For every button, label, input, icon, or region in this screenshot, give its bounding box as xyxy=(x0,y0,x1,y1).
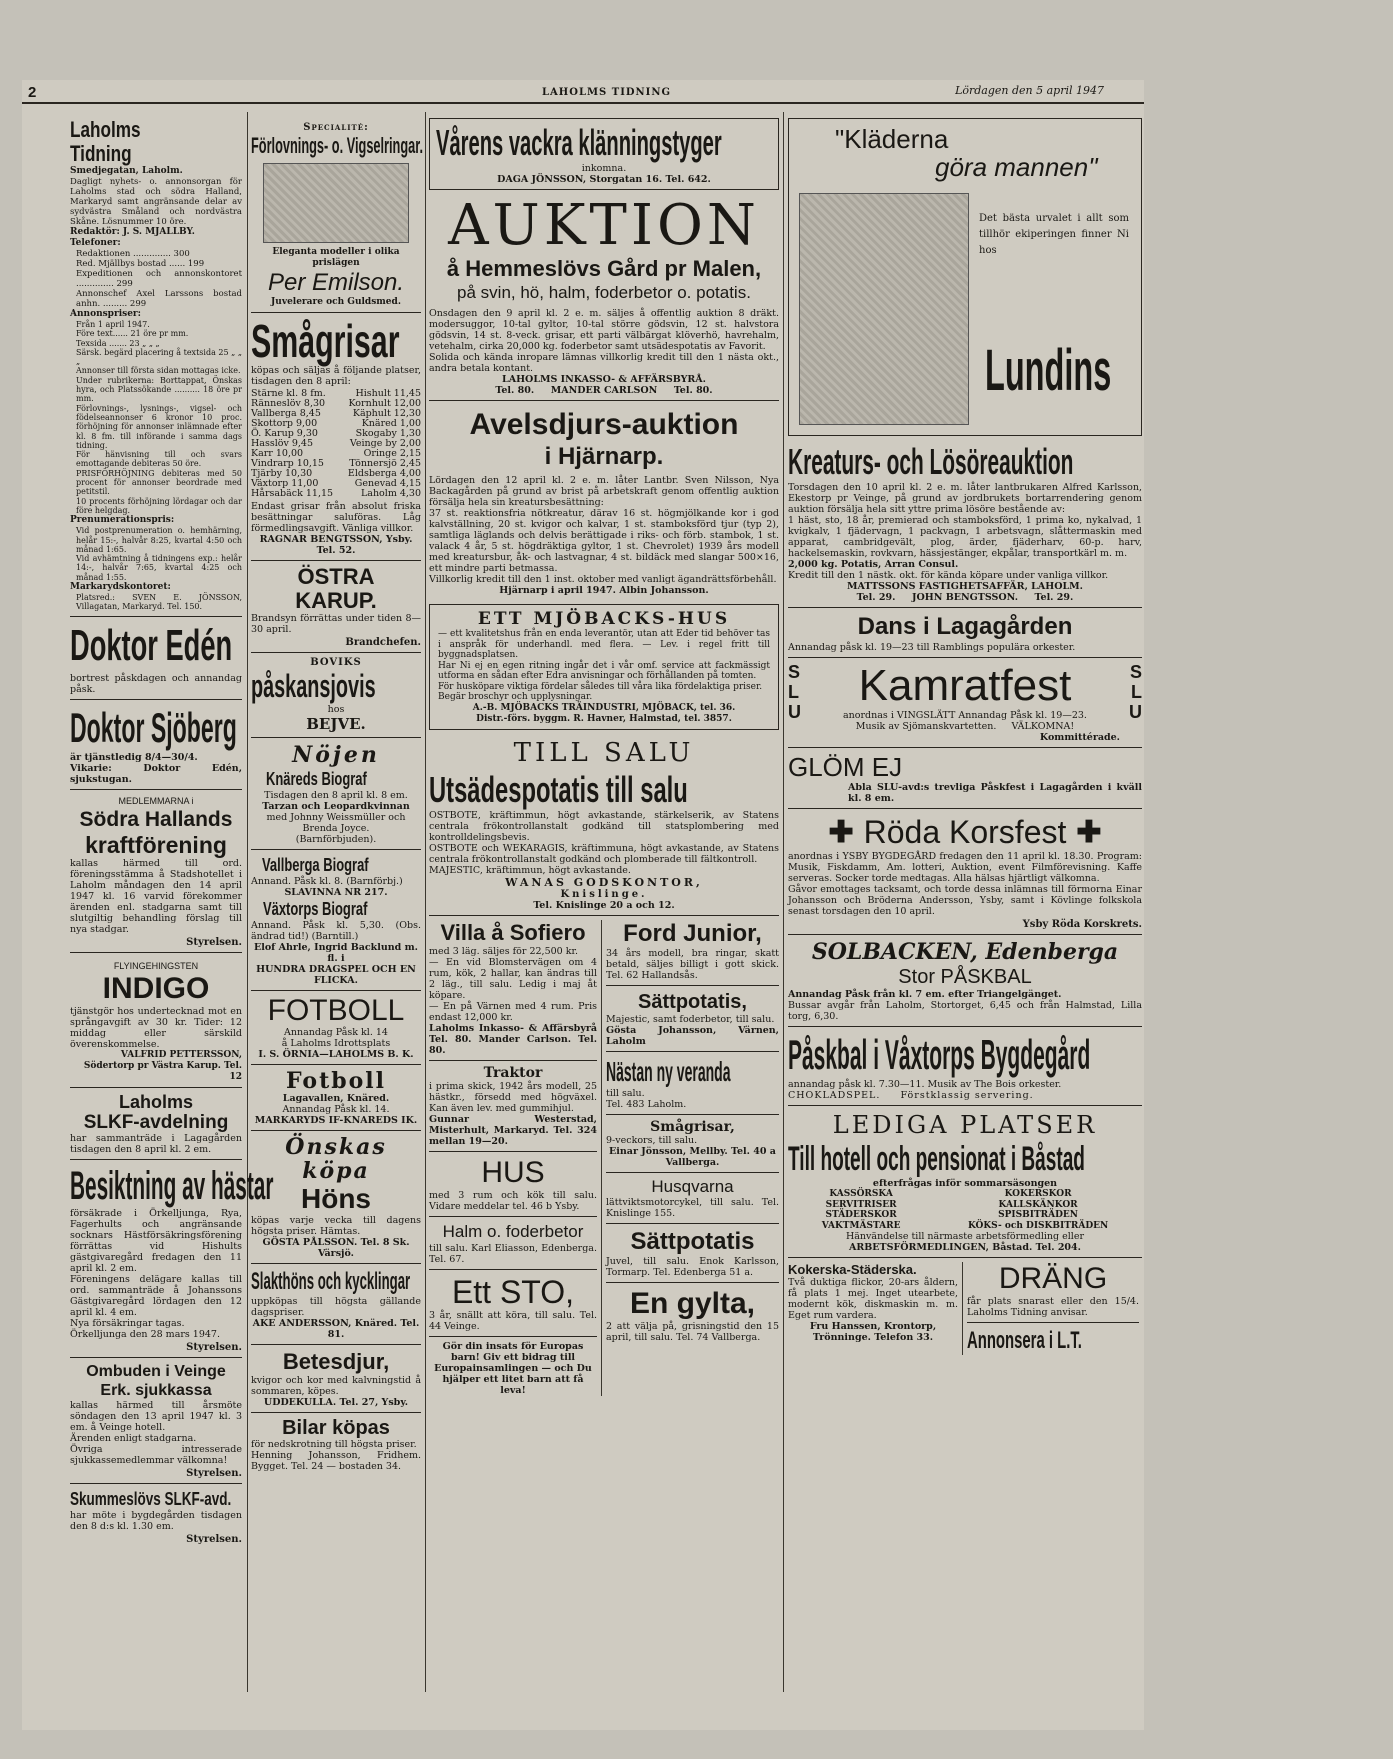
subscription-line: Vid avhämtning å tidningens exp.: helår 14:-, halvår 7:65, kvartal 4:25 och månad 1:55. xyxy=(76,554,242,582)
ad-indigo-pre: FLYINGEHINGSTEN xyxy=(113,960,199,971)
section-lediga-title: LEDIGA PLATSER xyxy=(832,1111,1098,1139)
role-item: KÖKS- och DISKBITRÄDEN xyxy=(967,1220,1109,1231)
role-item: SERVITRISER xyxy=(825,1199,897,1210)
ad-slakt-sig: AKE ANDERSSON, Knäred. Tel. 81. xyxy=(252,1318,420,1340)
ad-besikt-text4: Örkelljunga den 28 mars 1947. xyxy=(70,1328,220,1340)
ad-kraft-title1: Södra Hallands xyxy=(79,807,233,831)
ad-annonsera-title: Annonsera i L.T. xyxy=(967,1327,1082,1354)
prices-heading: Annonspriser: xyxy=(70,309,141,319)
ad-bete-title: Betesdjur, xyxy=(282,1349,390,1374)
col4-left-sub xyxy=(788,1262,963,1355)
masthead-title: Laholms Tidning xyxy=(70,117,141,166)
schedule-right: Knäred 1,00 xyxy=(361,418,421,429)
ad-nastan-title: Nästan ny veranda xyxy=(606,1055,731,1087)
ad-glom-title: GLÖM EJ xyxy=(788,752,903,782)
subscription-line: Vid postprenumeration o. hemhärning, helår 15:-, halvår 8:25, kvartal 4:50 och månad 1:65. xyxy=(76,526,242,554)
ad-vaxtorp-film: HUNDRA DRAGSPEL OCH EN FLICKA. xyxy=(256,964,416,986)
ad-hotell-text: efterfrågas inför sommarsäsongen xyxy=(872,1178,1058,1189)
schedule-right: Oringe 2,15 xyxy=(363,448,421,459)
ad-bilar-title: Bilar köpas xyxy=(282,1417,390,1439)
ad-besikt-title: Besiktning av hästar xyxy=(70,1163,274,1208)
ad-vallberga-title: Vallberga Biograf xyxy=(261,855,369,875)
ad-skum-title: Skummeslövs SLKF-avd. xyxy=(70,1488,232,1509)
ad-villa-sig: Laholms Inkasso- & Affärsbyrå Tel. 80. Mander Carlson. Tel. 80. xyxy=(429,1022,597,1056)
ad-ombud-sig: Styrelsen. xyxy=(186,1467,242,1479)
ad-drang-text: får plats snarast eller den 15/4. Laholms Tidning anvisar. xyxy=(967,1296,1139,1318)
ad-smag2-text: 9-veckors, till salu. xyxy=(606,1134,698,1146)
schedule-left: Vindrarp 10,15 xyxy=(251,458,324,469)
ad-sto-title: Ett STO, xyxy=(451,1273,575,1310)
ad-kreatur-sig2: Tel. 29. JOHN BENGTSSON. Tel. 29. xyxy=(856,592,1074,603)
role-item: KALLSKÄNKOR xyxy=(998,1199,1078,1210)
ad-kokerska-text: Två duktiga flickor, 20-ars åldern, få plats 1 mej. Inget utearbete, modernt kök, diskmaskin m. m. Eget rum vardera. xyxy=(788,1277,958,1321)
ad-avels-place: i Hjärnarp. xyxy=(544,443,664,470)
ad-kamrat-side-left: S L U xyxy=(788,662,801,722)
rings-illustration xyxy=(263,163,409,243)
schedule-right: Kornhult 12,00 xyxy=(348,398,421,409)
price-line: Från 1 april 1947. xyxy=(76,320,150,329)
schedule-right: Skogaby 1,30 xyxy=(355,428,421,439)
page-header xyxy=(22,82,1144,104)
ad-solbacken-sub: Stor PÅSKBAL xyxy=(898,966,1032,988)
ad-varens-text: inkomna. xyxy=(581,163,627,174)
ad-lundins-title1: "Kläderna xyxy=(835,124,949,154)
ad-sjoberg-title: Doktor Sjöberg xyxy=(70,703,237,751)
ad-rodakors-text2: Gåvor emottages tacksamt, och torde dessa inlämnas till förmorna Einar Johansson och Bröderna Andersson, Ysby, samt i Kövlinge folkskola senast torsdagen den 10 april. xyxy=(788,884,1142,917)
ad-ombud-text2: Ärenden enligt stadgarna. xyxy=(70,1432,197,1444)
phone-line: Redaktionen .............. 300 xyxy=(76,249,190,259)
issue-date: Lördagen den 5 april 1947 xyxy=(955,84,1104,97)
ad-smagrisar-title: Smågrisar xyxy=(251,315,400,367)
section-nojen-title: Nöjen xyxy=(292,742,380,768)
ad-satt2-text: Juvel, till salu. Enok Karlsson, Tormarp. Tel. Edenberga 51 a. xyxy=(606,1255,779,1278)
ad-vallberga-film: SLAVINNA NR 217. xyxy=(284,887,388,898)
ad-husq-text: lättviktsmotorcykel, till salu. Tel. Knislinge 155. xyxy=(606,1196,779,1219)
ad-lundins-shop: Lundins xyxy=(985,338,1112,403)
phones-list xyxy=(70,249,242,309)
col3-right-sub xyxy=(606,920,779,1396)
page-number: 2 xyxy=(28,84,37,101)
ad-lundins-box xyxy=(788,118,1142,436)
ad-special-trade: Juvelerare och Guldsmed. xyxy=(271,297,401,307)
prices-list xyxy=(70,320,242,515)
ad-smag2-title: Smågrisar, xyxy=(650,1118,735,1135)
ad-special-title: Förlovnings- o. Vigselringar. xyxy=(251,133,424,158)
ad-sto-text: 3 år, snällt att köra, till salu. Tel. 44 Veinge. xyxy=(429,1309,597,1332)
schedule-left: Hasslöv 9,45 xyxy=(251,438,313,449)
ad-kokerska-sig: Fru Hanssen, Krontorp, Trönninge. Telefon 33. xyxy=(809,1321,937,1343)
ad-mjoback-text4: Begär broschyr och upplysningar. xyxy=(438,692,593,702)
ad-fotb2-text2: Annandag Påsk kl. 14. xyxy=(282,1104,390,1115)
office-heading: Markarydskontoret: xyxy=(70,582,171,593)
ad-halm-title: Halm o. foderbetor xyxy=(442,1221,584,1241)
ad-kraft-pre: MEDLEMMARNA i xyxy=(118,795,194,806)
schedule-right: Tönnersjö 2,45 xyxy=(349,458,421,469)
ad-lundins-title2: göra mannen" xyxy=(935,152,1098,182)
ad-utsade-text: OSTBOTE, kräftimmun, högt avkastande, stärkelserik, av Statens centrala frökontrollanstalt godkänd till statsplombering med kontrolldelingsbevis. xyxy=(429,809,779,843)
office-text: Platsred.: SVEN E. JÖNSSON, Villagatan, Markaryd. Tel. 150. xyxy=(76,593,242,612)
ad-rodakors-header xyxy=(788,813,1142,851)
ad-auktion-title: AUKTION xyxy=(448,193,760,258)
price-line: Annonser till första sidan mottagas icke. xyxy=(76,366,241,376)
phone-line: Expeditionen och annonskontoret .............. 299 xyxy=(76,269,242,289)
ad-bilar-text: för nedskrotning till högsta priser. xyxy=(251,1439,417,1450)
ad-mjoback-text2: Har Ni ej en egen ritning ingår det i vår omf. service att fackmässigt utforma en sådan efter Edra anvisningar och förhållanden på tomten. xyxy=(438,660,770,681)
ad-vaxtorp-title: Växtorps Biograf xyxy=(263,899,368,919)
schedule-right: Genevad 4,15 xyxy=(354,478,421,489)
schedule-left: Ränneslöv 8,30 xyxy=(251,398,326,409)
ad-kreatur-title: Kreaturs- och Lösöreauktion xyxy=(788,441,1074,482)
ad-satt1-title: Sättpotatis, xyxy=(638,990,747,1013)
ad-auktion-sig: LAHOLMS INKASSO- & AFFÄRSBYRÅ. xyxy=(502,374,706,385)
ad-kreatur-text4: Kredit till den 1 nästk. okt. för kända köpare under vanliga villkor. xyxy=(788,570,1109,581)
ad-gylta-text: 2 att välja på, grisningstid den 15 april, till salu. Tel. 74 Vallberga. xyxy=(606,1320,779,1343)
ad-ombud-text3: Övriga intresserade sjukkassemedlemmar välkomna! xyxy=(70,1443,242,1466)
section-onskas-title: Önskas köpa xyxy=(285,1134,387,1184)
ad-boviks-label: BOVIKS xyxy=(310,657,362,668)
ad-utsade-sig: WANAS GODSKONTOR, xyxy=(505,875,703,889)
ad-mjoback-text3: För husköpare viktiga fördelar således till våra lika fördelaktiga priser. xyxy=(438,681,763,692)
ad-special-text: Eleganta modeller i olika prislägen xyxy=(272,247,400,268)
price-line: För hänvisning till och svars emottagande debiteras 50 öre. xyxy=(76,450,242,469)
ad-knared-text3: (Barnförbjuden). xyxy=(295,834,377,845)
ad-knared-film: Tarzan och Leopardkvinnan xyxy=(262,801,410,812)
ad-traktor-text: i prima skick, 1942 års modell, 25 hästkr., försedd med högväxel. Kan även lev. med gummihjul. xyxy=(429,1080,597,1114)
couple-illustration xyxy=(799,193,969,425)
ad-eden-title: Doktor Edén xyxy=(70,620,233,670)
ad-utsade-sig3: Tel. Knislinge 20 a och 12. xyxy=(533,899,675,911)
schedule-row xyxy=(251,489,421,499)
ad-auktion-text2: Solida och kända inropare lämnas villkorlig kredit till den 1 nästa okt., andra betala kontant. xyxy=(429,352,779,374)
ad-avels-text3: Villkorlig kredit till den 1 inst. oktober med vanligt ägandrättsförbehåll. xyxy=(429,574,777,585)
ad-slakt-text: uppköpas till högsta gällande dagspriser. xyxy=(251,1296,421,1318)
ad-kamrat-text2: Musik av Sjömanskvartetten. VÄLKOMNA! xyxy=(855,721,1075,732)
ad-hus-title: HUS xyxy=(481,1155,545,1189)
ad-hotell-title: Till hotell och pensionat i Båstad xyxy=(788,1140,1085,1178)
ad-hus-text: med 3 rum och kök till salu. Vidare meddelar tel. 46 b Ysby. xyxy=(429,1189,597,1212)
masthead-editor: Redaktör: J. S. MJALLBY. xyxy=(70,227,195,237)
price-line: Texsida ....... 23 „ „ „ xyxy=(76,338,160,348)
ad-hons-sig: GÖSTA PÅLSSON. Tel. 8 Sk. Värsjö. xyxy=(262,1237,410,1259)
ad-ombud-title1: Ombuden i Veinge xyxy=(86,1362,226,1380)
ad-husq-title: Husqvarna xyxy=(651,1176,734,1196)
ad-bete-text: kvigor och kor med kalvningstid å sommaren, köpes. xyxy=(251,1375,421,1397)
phones-heading: Telefoner: xyxy=(70,238,121,248)
phone-line: Red. Mjällbys bostad ...... 199 xyxy=(76,259,205,269)
column-1 xyxy=(70,117,274,1698)
col3-left-sub xyxy=(429,920,602,1396)
red-cross-icon: ✚ xyxy=(828,814,854,850)
schedule-left: Stärne kl. 8 fm. xyxy=(251,388,326,399)
schedule-right: Eldsberga 4,00 xyxy=(347,468,421,479)
ad-villa-text3: — En på Värnen med 4 rum. Pris endast 12,000 kr. xyxy=(429,1000,597,1023)
ad-smagrisar-text: köpas och säljas å följande platser, tisdagen den 8 april: xyxy=(251,365,421,387)
ad-villa-text: med 3 läg. säljes för 22,500 kr. xyxy=(429,945,578,957)
ad-boviks-hos: hos xyxy=(327,704,345,715)
column-3 xyxy=(429,118,779,1698)
ad-kamrat-side-right: S L U xyxy=(1129,662,1142,722)
ad-avels-text2: 37 st. reaktionsfria nötkreatur, därav 16 st. högmjölkande kor i god kalvställning, 20 st. kvigor och kalvar, 1 st. stamboksförd tjur (typ 2), samtliga läglands och delvis berättigade i riks- och förb. stambok, 1 st. valack 4 år, 5 st. högdräktiga gyltor, 1 st. Chevrolet) 1939 års modell med kreatursbur, åk- och lastvagnar, 4 st. bildäck med slangar 500×16, ett mindre parti betmassa. xyxy=(429,508,779,574)
ad-mjoback-sig: A.-B. MJÖBACKS TRÄINDUSTRI, MJÖBACK, tel. 36. xyxy=(472,702,736,713)
ad-mjoback-box xyxy=(429,604,779,730)
ad-special-name: Per Emilson. xyxy=(267,269,405,296)
ad-solbacken-text: Annandag Påsk från kl. 7 em. efter Triangelgänget. xyxy=(788,989,1062,1000)
ad-satt1-text: Majestic, samt foderbetor, till salu. xyxy=(606,1013,775,1025)
ad-slkf-title1: Laholms xyxy=(118,1091,193,1112)
ad-smag2-sig: Einar Jönsson, Mellby. Tel. 40 a Vallberga. xyxy=(609,1145,776,1168)
ad-solbacken-title: SOLBACKEN, Edenberga xyxy=(811,939,1119,965)
ad-slkf-text: har sammanträde i Lagagården tisdagen den 8 april kl. 2 em. xyxy=(70,1132,242,1155)
schedule-left: Hårsabäck 11,15 xyxy=(251,488,334,499)
ad-indigo-sig: VALFRID PETTERSSON, Södertorp pr Västra Karup. Tel. 12 xyxy=(83,1049,242,1082)
ad-bilar-text2: Henning Johansson, Fridhem. Bygget. Tel. 24 — bostaden 34. xyxy=(251,1450,421,1472)
ad-fotb2-title: Fotboll xyxy=(285,1068,387,1094)
ad-ford-title: Ford Junior, xyxy=(623,919,762,947)
price-line: Särsk. begärd placering å textsida 25 „ „ „ xyxy=(76,347,242,367)
role-item: STÄDERSKOR xyxy=(825,1210,897,1220)
ad-paskbal-title: Påskbal i Våxtorps Bygdegård xyxy=(788,1031,1091,1078)
col4-right-sub xyxy=(967,1262,1139,1355)
ad-kamrat-title: Kamratfest xyxy=(858,661,1072,710)
schedule-left: Ö. Karup 9,30 xyxy=(251,428,318,439)
price-line: Förlovnings-, lysnings-, vigsel- och födelseannonser 6 kronor 10 proc. förhöjning för annonser inlämnade efter kl. 8 fm. till införande i samma dags tidning. xyxy=(76,403,242,450)
ad-smagrisar-schedule xyxy=(251,389,421,499)
phone-line: Annonschef Axel Larssons bostad anhn. ......... 299 xyxy=(76,289,242,309)
role-item: VAKTMÄSTARE xyxy=(821,1220,901,1231)
ad-skum-sig: Styrelsen. xyxy=(186,1533,242,1545)
ad-ostra-text: Brandsyn förrättas under tiden 8—30 april. xyxy=(251,613,421,635)
ad-halm-text: till salu. Karl Eliasson, Edenberga. Tel. 67. xyxy=(429,1242,597,1265)
column-2 xyxy=(251,122,424,1692)
ad-utsade-title: Utsädespotatis till salu xyxy=(429,768,688,810)
ad-sjoberg-text: är tjänstledig 8/4—30/4. xyxy=(70,751,198,763)
ad-kraft-text: kallas härmed till ord. föreningsstämma å Stadshotellet i Laholm måndagen den 14 april 1947 kl. 16 varvid förekommer ärenden enl. stadgarna samt till slutgiltig behandling förslag till nya stadgar. xyxy=(70,857,242,935)
ad-bete-sig: UDDEKULLA. Tel. 27, Ysby. xyxy=(263,1397,409,1408)
ad-fotb2-text: Lagavallen, Knäred. xyxy=(282,1093,390,1104)
ad-dans-title: Dans i Lagagården xyxy=(857,613,1073,640)
ad-fotboll-text2: å Laholms Idrottsplats xyxy=(281,1038,391,1049)
section-tillsalu-title: TILL SALU xyxy=(513,737,695,768)
role-item: KOKERSKOR xyxy=(1004,1189,1072,1199)
ad-fotb2-teams: MARKARYDS IF-KNAREDS IK. xyxy=(254,1115,418,1126)
ad-kreatur-text: Torsdagen den 10 april kl. 2 e. m. låter lantbrukaren Alfred Karlsson, Ekestorp pr Veinge, på grund av jordbrukets bortarrendering genom auktion försälja hela sitt yttre prima lösöre bestående av: xyxy=(788,482,1142,515)
masthead-address: Smedjegatan, Laholm. xyxy=(70,166,183,176)
ad-dans-text: Annandag påsk kl. 19—23 till Ramblings populära orkester. xyxy=(788,642,1076,653)
ad-smagrisar-sig: RAGNAR BENGTSSON, Ysby. Tel. 52. xyxy=(259,534,413,556)
ad-hons-text: köpas varje vecka till dagens högsta priser. Hämtas. xyxy=(251,1215,421,1237)
ad-varens-sig: DAGA JÖNSSON, Storgatan 16. Tel. 642. xyxy=(497,174,711,185)
price-line: 10 procents förhöjning lördagar och dar före helgdag. xyxy=(76,496,242,515)
ad-paskbal-text2: CHOKLADSPEL. Förstklassig servering. xyxy=(788,1090,1034,1101)
ad-auktion-place: å Hemmeslövs Gård pr Malen, xyxy=(446,256,762,281)
ad-utsade-sig2: Knislinge. xyxy=(560,888,648,900)
ad-auktion-text: Onsdagen den 9 april kl. 2 e. m. säljes å offentlig auktion 8 dräkt. modersuggor, 10-tal gyltor, 10-tal större gödsvin, 12 st. halvstora gödsvin, 14 st. 8-veck. grisar, ett parti välbärgat klöverhö, havrehalm, vetehalm, cirka 20,000 kg. foderbetor samt utsädespotatis av Favorit. xyxy=(429,308,779,352)
ad-avels-sig: Hjärnarp i april 1947. Albin Johansson. xyxy=(499,585,709,596)
ad-besikt-text2: Föreningens delägare kallas till ord. sammanträde å Johanssons Gästgivaregård lördagen den 12 april kl. 4 em. xyxy=(70,1273,242,1318)
ad-hotell-sig: ARBETSFÖRMEDLINGEN, Båstad. Tel. 204. xyxy=(849,1242,1081,1253)
ad-ombud-title2: Erk. sjukkassa xyxy=(100,1381,212,1399)
ad-ostra-sig: Brandchefen. xyxy=(345,637,421,648)
ad-fotboll-teams: I. S. ÖRNIA—LAHOLMS B. K. xyxy=(258,1049,414,1060)
role-item: KASSÖRSKA xyxy=(829,1189,893,1199)
schedule-right: Laholm 4,30 xyxy=(360,488,421,499)
ad-kraft-title2: kraftförening xyxy=(85,831,227,858)
ad-kraft-sig: Styrelsen. xyxy=(186,936,242,948)
ad-varens-box xyxy=(429,118,779,190)
ad-slakt-title: Slakthöns och kycklingar xyxy=(251,1268,411,1295)
ad-rodakors-title: Röda Korsfest xyxy=(863,814,1067,850)
schedule-left: Skottorp 9,00 xyxy=(251,418,318,429)
ad-knared-text: Tisdagen den 8 april kl. 8 em. xyxy=(264,790,408,801)
ad-europa-text: Gör din insats för Europas barn! Giv ett bidrag till Europainsamlingen — och Du hjälper ett litet barn att få leva! xyxy=(434,1340,592,1396)
ad-vaxtorp-text: Annand. Påsk kl. 5,30. (Obs. ändrad tid!) (Barntill.) xyxy=(251,920,421,942)
ad-auktion-sub: på svin, hö, halm, foderbetor o. potatis. xyxy=(457,283,751,302)
ad-vaxtorp-text2: Elof Ahrle, Ingrid Backlund m. fl. i xyxy=(254,942,418,964)
ad-besikt-text3: Nya försäkringar tagas. xyxy=(70,1317,185,1329)
ad-ford-text: 34 års modell, bra ringar, skatt betald, säljes billigt i gott skick. Tel. 62 Hallandsås. xyxy=(606,947,779,981)
schedule-left: Karr 10,00 xyxy=(251,448,304,459)
ad-nastan-sig: Tel. 483 Laholm. xyxy=(606,1098,687,1110)
ad-ostra-title1: ÖSTRA xyxy=(297,564,375,589)
ad-fotboll-title: FOTBOLL xyxy=(267,994,405,1027)
ad-ombud-text: kallas härmed till årsmöte söndagen den 13 april 1947 kl. 3 em. å Veinge hotell. xyxy=(70,1399,242,1433)
price-line: Före text...... 21 öre pr mm. xyxy=(76,329,189,339)
ad-satt1-sig: Gösta Johansson, Värnen, Laholm xyxy=(606,1024,779,1047)
ad-auktion-sig2: Tel. 80. MANDER CARLSON Tel. 80. xyxy=(495,385,713,396)
schedule-left: Vallberga 8,45 xyxy=(251,408,321,419)
ad-utsade-text3: MAJESTIC, kräftimmun, högt avkastande. xyxy=(429,864,631,876)
ad-besikt-sig: Styrelsen. xyxy=(186,1341,242,1353)
column-4 xyxy=(788,118,1142,1698)
ad-drang-title: DRÄNG xyxy=(998,1262,1108,1295)
ad-gylta-title: En gylta, xyxy=(629,1286,756,1320)
ad-boviks-shop: BEJVE. xyxy=(306,715,366,733)
ad-varens-title: Vårens vackra klänningstyger xyxy=(436,122,722,163)
ad-besikt-text: försäkrade i Örkelljunga, Rya, Fagerhults och angränsande socknars Hästförsäkringsförening förrättas vid Hishults gästgivaregård fredagen den 11 april kl. 2 em. xyxy=(70,1207,242,1274)
ad-rodakors-sig: Ysby Röda Korskrets. xyxy=(1022,919,1142,930)
schedule-right: Käphult 12,30 xyxy=(352,408,421,419)
ad-indigo-text: tjänstgör hos undertecknad mot en språngavgift av 30 kr. Tider: 12 middag eller särskild överenskommelse. xyxy=(70,1005,242,1050)
masthead-description: Dagligt nyhets- o. annonsorgan för Laholms stad och södra Halland, Markaryd samt angränsande delar av sydvästra Småland och nordvästra Skåne. Lösnummer 10 öre. xyxy=(70,177,242,227)
ad-rodakors-text: anordnas i YSBY BYGDEGÅRD fredagen den 11 april kl. 18.30. Program: Musik, Fiskdamm, Am. lotteri, Auktion, event Filmförevisning. Kaffe serveras. Socker torde medtagas. Alla hälsas hjärtligt välkomna. xyxy=(788,851,1142,884)
roles-right xyxy=(968,1189,1108,1231)
ad-satt2-title: Sättpotatis xyxy=(630,1227,755,1255)
schedule-left: Växtorp 11,00 xyxy=(251,478,319,489)
price-line: PRISFÖRHÖJNING debiteras med 50 procent för annonser beordrade med petitstil. xyxy=(76,468,242,497)
ad-slkf-title2: SLKF-avdelning xyxy=(83,1111,229,1133)
ad-villa-title: Villa å Sofiero xyxy=(440,919,586,945)
ad-lundins-text: Det bästa urvalet i allt som tillhör ekiperingen finner Ni hos xyxy=(979,213,1129,256)
ad-kreatur-sig: MATTSSONS FASTIGHETSAFFÄR, LAHOLM. xyxy=(847,581,1083,592)
ad-nastan-text: till salu. xyxy=(606,1087,645,1099)
ad-fotboll-text: Annandag Påsk kl. 14 xyxy=(284,1027,388,1038)
ad-knared-text2: med Johnny Weissmüller och Brenda Joyce. xyxy=(266,812,406,834)
ad-vallberga-text: Annand. Påsk kl. 8. (Barnförbj.) xyxy=(251,876,403,887)
ad-kreatur-text2: 1 häst, sto, 18 år, premierad och stamboksförd, 1 prima ko, nykalvad, 1 kvigkalv, 1 fjädervagn, 1 packvagn, 1 arbetsvagn, slåttermaskin med apparat, cambridgevält, plog, ärder, fjäderharv, 60-p. harv, hackelsemaskin, rovkvarn, hässjestänger, ekpålar, transportkärl m. m. xyxy=(788,515,1142,559)
ad-villa-text2: — En vid Blomstervägen om 4 rum, kök, 2 hallar, kan ändras till 2 läg., till salu. Ledig i maj åt köpare. xyxy=(429,956,597,1001)
ad-kamrat-sig: Kommittérade. xyxy=(1039,732,1120,743)
price-line: Under rubrikerna: Borttappat, Önskas hyra, och Platssökande .......... 18 öre pr mm. xyxy=(76,375,242,404)
role-item: SPISBITRÄDEN xyxy=(998,1210,1079,1220)
red-cross-icon: ✚ xyxy=(1076,814,1102,850)
ad-traktor-sig: Gunnar Westerstad, Misterhult, Markaryd. Tel. 324 mellan 19—20. xyxy=(429,1113,597,1147)
ad-knared-title: Knäreds Biograf xyxy=(265,769,367,789)
ad-smagrisar-text2: Endast grisar från absolut friska besättningar saluföras. Låg förmedlingsavgift. Vänliga villkor. xyxy=(251,501,421,534)
ad-avels-text: Lördagen den 12 april kl. 2 e. m. låter Lantbr. Sven Nilsson, Nya Backagården på grund av brist på arbetskraft genom offentlig auktion försälja hela sin kreatursbesättning: xyxy=(429,475,779,508)
ad-utsade-text2: OSTBOTE och WEKARAGIS, kräftimmuna, högt avkastande, av Statens centrala frökontrollanstalt godkänd och plomberade till fältkontroll. xyxy=(429,842,779,865)
ad-kamrat-box xyxy=(788,662,1142,743)
ad-mjoback-sig2: Distr.-förs. byggm. R. Havner, Halmstad, tel. 3857. xyxy=(476,713,732,724)
ad-eden-text: bortrest påskdagen och annandag påsk. xyxy=(70,672,242,695)
ad-glom-text: Abla SLU-avd:s trevliga Påskfest i Lagagården i kväll kl. 8 em. xyxy=(848,782,1142,804)
paper-name: LAHOLMS TIDNING xyxy=(542,87,672,98)
ad-boviks-title: påskansjovis xyxy=(251,668,376,704)
ad-solbacken-text2: Bussar avgår från Laholm, Stortorget, 6,45 och från Halmstad, Lilla torg, 6,30. xyxy=(788,1000,1142,1022)
ad-indigo-title: INDIGO xyxy=(102,971,210,1005)
ad-kreatur-text3: 2,000 kg. Potatis, Arran Consul. xyxy=(788,559,959,570)
ad-kokerska-title: Kokerska-Städerska. xyxy=(788,1262,917,1277)
ad-skum-text: har möte i bygdegården tisdagen den 8 d:s kl. 1.30 em. xyxy=(70,1509,242,1532)
roles-left xyxy=(822,1189,901,1231)
ad-hotell-text2: Hänvändelse till närmaste arbetsförmedling eller xyxy=(845,1231,1084,1242)
schedule-right: Veinge by 2,00 xyxy=(349,438,421,449)
subscription-list xyxy=(70,526,242,582)
ad-special-label: Specialité: xyxy=(303,122,369,133)
ad-mjoback-text: — ett kvalitetshus från en enda leverantör, utan att Eder tid behöver tas i anspråk för underhandl. med flera. — Lev. i regel fritt till byggnadsplatsen. xyxy=(438,629,770,660)
ad-hotell-roles xyxy=(788,1189,1142,1231)
ad-mjoback-title: ETT MJÖBACKS-HUS xyxy=(477,609,731,629)
ad-ostra-title2: KARUP. xyxy=(295,588,377,613)
ad-avels-title: Avelsdjurs-auktion xyxy=(469,408,739,441)
subscription-heading: Prenumerationspris: xyxy=(70,515,175,526)
ad-kamrat-text: anordnas i VINGSLÄTT Annandag Påsk kl. 19—23. xyxy=(843,710,1087,721)
ad-sjoberg-vikarie: Vikarie: Doktor Edén, sjukstugan. xyxy=(70,762,242,785)
ad-paskbal-text: annandag påsk kl. 7.30—11. Musik av The Bois orkester. xyxy=(788,1079,1062,1090)
schedule-right: Hishult 11,45 xyxy=(355,388,421,399)
ad-hons-title: Höns xyxy=(301,1183,371,1214)
ad-traktor-title: Traktor xyxy=(483,1064,543,1081)
schedule-left: Tjärby 10,30 xyxy=(251,468,313,479)
